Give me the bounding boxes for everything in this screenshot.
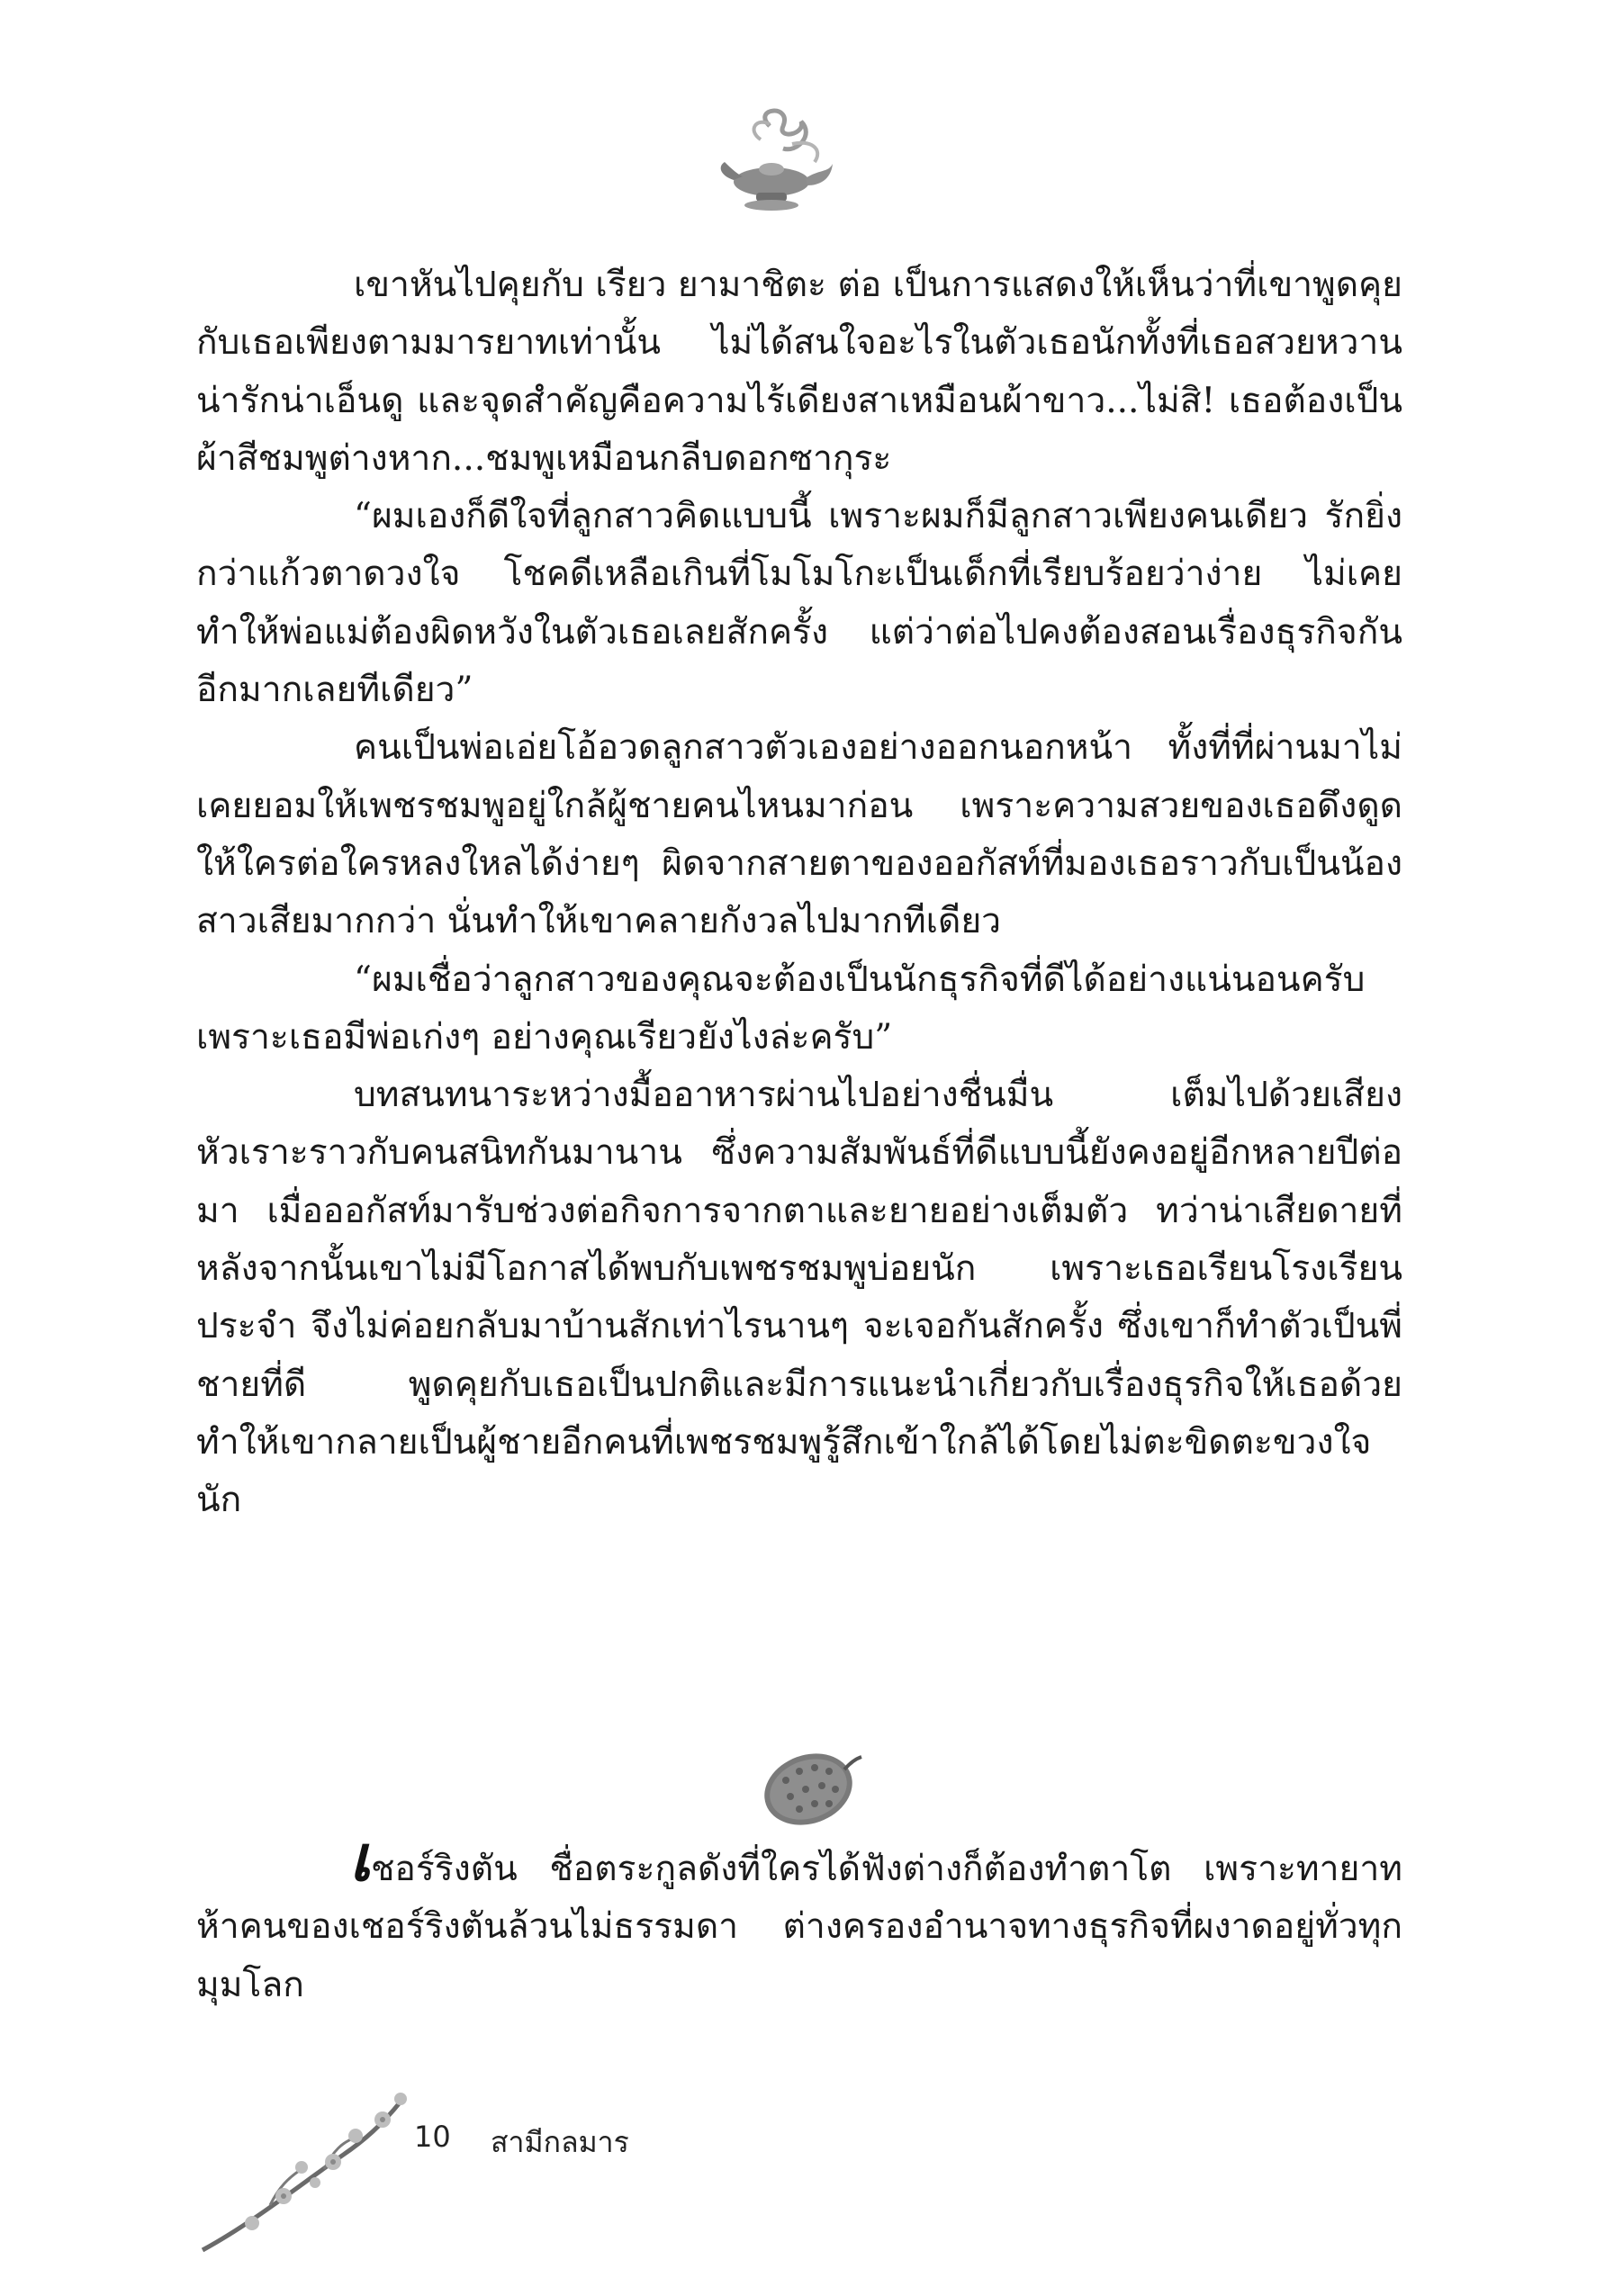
section-2-body: ชอร์ริงตัน ชื่อตระกูลดังที่ใครได้ฟังต่างก็ต้องทำตาโต เพราะทายาทห้าคนของเชอร์ริงตันล้วนไม่ธรรมดา ต่างครองอำนาจทางธุรกิจที่ผงาดอยู่ทั่วทุกมุมโลก — [196, 1849, 1402, 2005]
paragraph-5: บทสนทนาระหว่างมื้ออาหารผ่านไปอย่างชื่นมื่น เต็มไปด้วยเสียงหัวเราะราวกับคนสนิทกันมานาน ซึ่งความสัมพันธ์ที่ดีแบบนี้ยังคงอยู่อีกหลายปีต่อมา เมื่อออกัสท์มารับช่วงต่อกิจการจากตาและยายอย่างเต็มตัว ทว่าน่าเสียดายที่หลังจากนั้นเขาไม่มีโอกาสได้พบกับเพชรชมพูบ่อยนัก เพราะเธอเรียนโรงเรียนประจำ จึงไม่ค่อยกลับมาบ้านสักเท่าไรนานๆ จะเจอกันสักครั้ง ซึ่งเขาก็ทำตัวเป็นพี่ชายที่ดี พูดคุยกับเธอเป็นปกติและมีการแนะนำเกี่ยวกับเรื่องธุรกิจให้เธอด้วย ทำให้เขากลายเป็นผู้ชายอีกคนที่เพชรชมพูรู้สึกเข้าใกล้ได้โดยไม่ตะขิดตะขวงใจนัก — [196, 1075, 1402, 1521]
book-title: สามีกลมาร — [491, 2125, 629, 2159]
paragraph-3: คนเป็นพ่อเอ่ยโอ้อวดลูกสาวตัวเองอย่างออกนอกหน้า ทั้งที่ที่ผ่านมาไม่เคยยอมให้เพชรชมพูอยู่ใกล้ผู้ชายคนไหนมาก่อน เพราะความสวยของเธอดึงดูดให้ใครต่อใครหลงใหลได้ง่ายๆ ผิดจากสายตาของออกัสท์ที่มองเธอราวกับเป็นน้องสาวเสียมากกว่า นั่นทำให้เขาคลายกังวลไปมากทีเดียว — [196, 727, 1402, 942]
paragraph-4: “ผมเชื่อว่าลูกสาวของคุณจะต้องเป็นนักธุรกิจที่ดีได้อย่างแน่นอนครับ เพราะเธอมีพ่อเก่งๆ อย่างคุณเรียวยังไงล่ะครับ” — [196, 959, 1366, 1058]
page-footer — [198, 2079, 738, 2259]
paragraph-2: “ผมเองก็ดีใจที่ลูกสาวคิดแบบนี้ เพราะผมก็มีลูกสาวเพียงคนเดียว รักยิ่งกว่าแก้วตาดวงใจ โชคดีเหลือเกินที่โมโมโกะเป็นเด็กที่เรียบร้อยว่าง่าย ไม่เคยทำให้พ่อแม่ต้องผิดหวังในตัวเธอเลยสักครั้ง แต่ว่าต่อไปคงต้องสอนเรื่องธุรกิจกันอีกมากเลยทีเดียว” — [196, 496, 1402, 711]
dropcap: เ — [349, 1822, 371, 1895]
paragraph-1: เขาหันไปคุยกับ เรียว ยามาชิตะ ต่อ เป็นการแสดงให้เห็นว่าที่เขาพูดคุยกับเธอเพียงตามมารยาทเท่านั้น ไม่ได้สนใจอะไรในตัวเธอนักทั้งที่เธอสวยหวาน น่ารักน่าเอ็นดู และจุดสำคัญคือความไร้เดียงสาเหมือนผ้าขาว...ไม่สิ! เธอต้องเป็นผ้าสีชมพูต่างหาก...ชมพูเหมือนกลีบดอกซากุระ — [196, 265, 1402, 479]
blossom-branch-icon — [198, 2079, 414, 2259]
section-2-text — [196, 1822, 1402, 2014]
body-text — [196, 257, 1402, 1530]
paragraph-section-2 — [196, 1822, 1402, 2014]
durian-icon — [750, 1744, 867, 1830]
page-number: 10 — [414, 2120, 451, 2154]
magic-lamp-icon — [707, 99, 842, 234]
